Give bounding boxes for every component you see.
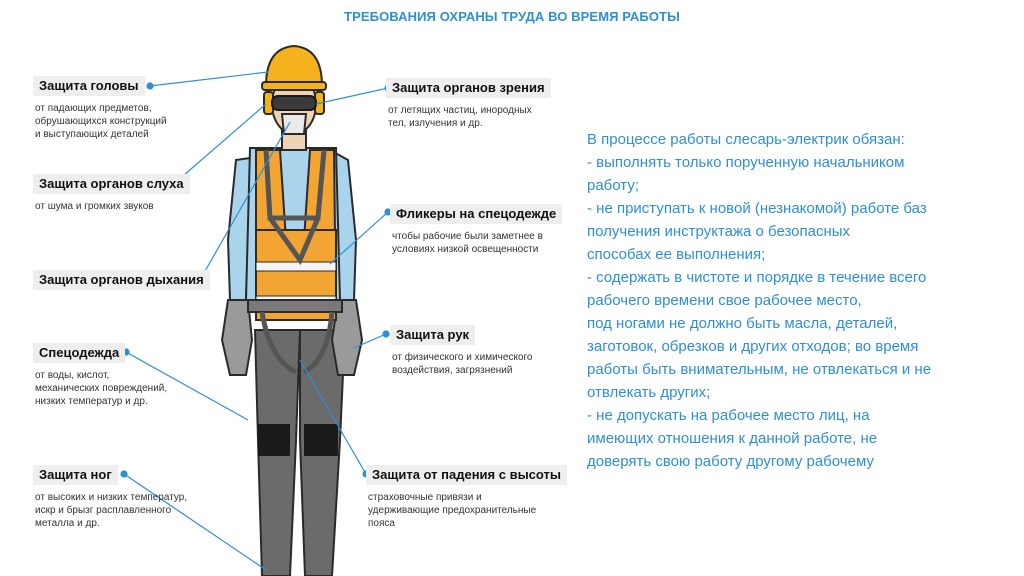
callout-title: Защита от падения с высоты [366,465,567,485]
callout-title: Спецодежда [33,343,125,363]
goggles-icon [272,96,316,110]
callout-workwear [33,343,167,408]
callout-title: Защита органов дыхания [33,270,210,290]
requirement-line: работы быть внимательным, не отвлекаться и не [587,361,932,378]
requirement-line: - содержать в чистоте и порядке в течение всего [587,269,927,286]
callout-breathing-protection [33,270,210,290]
callout-desc: от воды, кислот, механических повреждений, низких температур и др. [35,370,168,407]
callout-title: Защита органов зрения [386,78,551,98]
requirement-line: заготовок, обрезков и других отходов; во время [587,338,919,355]
helmet-icon [266,46,322,86]
requirement-line: имеющих отношения к данной работе, не [587,430,878,447]
requirement-line: получения инструктажа о безопасных [587,223,851,240]
callout-fall-protection [366,465,567,530]
callout-hearing-protection [33,174,190,213]
callout-desc: от высоких и низких температур, искр и брызг расплавленного металла и др. [35,492,188,529]
requirement-line: В процессе работы слесарь-электрик обязан: [587,131,905,148]
callout-title: Защита рук [390,325,475,345]
requirement-line: работу; [587,177,639,194]
requirement-line: - выполнять только порученную начальником [587,154,905,171]
requirement-line: - не приступать к новой (незнакомой) работе баз [587,200,927,217]
callout-desc: от физического и химического воздействия, загрязнений [392,352,533,376]
requirement-line: под ногами не должно быть масла, деталей, [587,315,898,332]
requirement-line: способах ее выполнения; [587,246,766,263]
callout-desc: от падающих предметов, обрушающихся конструкций и выступающих деталей [35,103,167,140]
worker-legs [255,330,345,576]
callout-desc: от шума и громких звуков [35,201,154,212]
callout-leg-protection [33,465,187,530]
callout-desc: от летящих частиц, инородных тел, излучения и др. [388,105,532,129]
requirements-text [587,128,997,473]
callout-title: Фликеры на спецодежде [390,204,562,224]
slide-title: ТРЕБОВАНИЯ ОХРАНЫ ТРУДА ВО ВРЕМЯ РАБОТЫ [344,9,680,24]
respirator-icon [282,114,306,134]
callout-desc: чтобы рабочие были заметнее в условиях низкой освещенности [392,231,543,255]
callout-title: Защита органов слуха [33,174,190,194]
callout-eye-protection [386,78,551,130]
callout-head-protection [33,76,167,141]
callout-reflectors [390,204,562,256]
callout-title: Защита ног [33,465,118,485]
requirement-line: доверять свою работу другому рабочему [587,453,874,470]
callout-hand-protection [390,325,533,377]
requirement-line: отвлекать других; [587,384,711,401]
callout-desc: страховочные привязи и удерживающие предохранительные пояса [368,492,537,529]
callout-title: Защита головы [33,76,145,96]
requirement-line: - не допускать на рабочее место лиц, на [587,407,870,424]
requirement-line: рабочего времени свое рабочее место, [587,292,862,309]
